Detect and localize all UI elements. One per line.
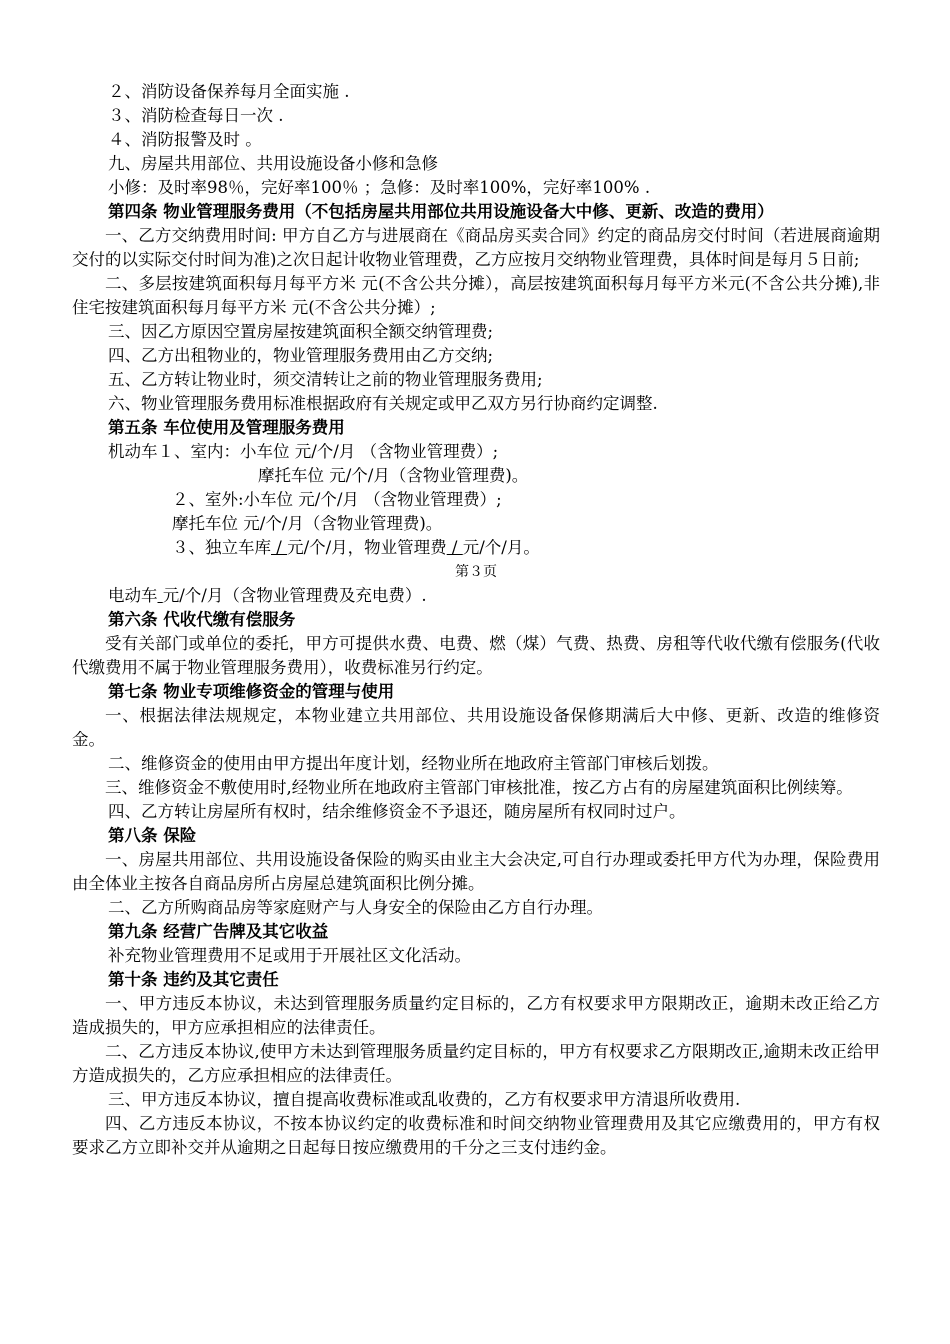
text-line: 六、物业管理服务费用标准根据政府有关规定或甲乙双方另行协商约定调整. bbox=[108, 394, 658, 413]
garage-line bbox=[72, 536, 880, 560]
garage-label: ３、独立车库 bbox=[172, 538, 271, 557]
section-heading: 第七条 物业专项维修资金的管理与使用 bbox=[108, 682, 395, 701]
section-heading: 第五条 车位使用及管理服务费用 bbox=[108, 418, 345, 437]
text-line: 二、乙方所购商品房等家庭财产与人身安全的保险由乙方自行办理。 bbox=[108, 898, 603, 917]
text-line: 三、因乙方原因空置房屋按建筑面积全额交纳管理费; bbox=[108, 322, 494, 341]
ebike-line bbox=[72, 584, 880, 608]
section-heading: 第十条 违约及其它责任 bbox=[108, 970, 279, 989]
text-line: ４、消防报警及时 。 bbox=[108, 130, 262, 149]
paragraph: 一、房屋共用部位、共用设施设备保险的购买由业主大会决定,可自行办理或委托甲方代为办理，保险费用由全体业主按各自商品房所占房屋总建筑面积比例分摊。 bbox=[72, 850, 880, 893]
text-line: 四、乙方出租物业的，物业管理服务费用由乙方交纳; bbox=[108, 346, 494, 365]
text-line: ２、室外:小车位 元/个/月 （含物业管理费）; bbox=[172, 490, 502, 509]
garage-price-blank: / bbox=[271, 538, 288, 557]
paragraph: 一、根据法律法规规定，本物业建立共用部位、共用设施设备保修期满后大中修、更新、改造的维修资金。 bbox=[72, 706, 880, 749]
document-page bbox=[72, 80, 880, 1160]
text-line: 补充物业管理费用不足或用于开展社区文化活动。 bbox=[108, 946, 471, 965]
paragraph: 受有关部门或单位的委托，甲方可提供水费、电费、燃（煤）气费、热费、房租等代收代缴有偿服务(代收代缴费用不属于物业管理服务费用），收费标准另行约定。 bbox=[72, 634, 880, 677]
text-line: 摩托车位 元/个/月（含物业管理费)。 bbox=[172, 514, 443, 533]
paragraph: 一、甲方违反本协议，未达到管理服务质量约定目标的，乙方有权要求甲方限期改正，逾期未改正给乙方造成损失的，甲方应承担相应的法律责任。 bbox=[72, 994, 880, 1037]
text-line: ２、消防设备保养每月全面实施 . bbox=[108, 82, 350, 101]
text-line: 四、乙方转让房屋所有权时，结余维修资金不予退还，随房屋所有权同时过户。 bbox=[108, 802, 686, 821]
paragraph: 二、乙方违反本协议,使甲方未达到管理服务质量约定目标的，甲方有权要求乙方限期改正,逾期未改正给甲方造成损失的，乙方应承担相应的法律责任。 bbox=[72, 1042, 880, 1085]
garage-fee-blank: / bbox=[446, 538, 463, 557]
ebike-rest: 元/个/月（含物业管理费及充电费）. bbox=[162, 586, 427, 605]
ebike-label: 电动车 bbox=[108, 586, 158, 605]
paragraph: 四、乙方违反本协议，不按本协议约定的收费标准和时间交纳物业管理费用及其它应缴费用的，甲方有权要求乙方立即补交并从逾期之日起每日按应缴费用的千分之三支付违约金。 bbox=[72, 1114, 880, 1157]
page-number: 第３页 bbox=[455, 564, 497, 580]
text-line: 机动车１、室内：小车位 元/个/月 （含物业管理费）; bbox=[108, 442, 499, 461]
text-line: 摩托车位 元/个/月（含物业管理费)。 bbox=[258, 466, 529, 485]
garage-mid: 元/个/月，物业管理费 bbox=[287, 538, 447, 557]
text-line: 九、房屋共用部位、共用设施设备小修和急修 bbox=[108, 154, 438, 173]
text-line: ３、消防检查每日一次 . bbox=[108, 106, 284, 125]
paragraph: 一、乙方交纳费用时间: 甲方自乙方与进展商在《商品房买卖合同》约定的商品房交付时间（若进展商逾期交付的以实际交付时间为准)之次日起计收物业管理费，乙方应按月交纳物业管理费，具体时间是每月５日前; bbox=[72, 226, 880, 269]
text-line: 五、乙方转让物业时，须交清转让之前的物业管理服务费用; bbox=[108, 370, 543, 389]
section-heading: 第九条 经营广告牌及其它收益 bbox=[108, 922, 329, 941]
text-line: 二、维修资金的使用由甲方提出年度计划，经物业所在地政府主管部门审核后划拨。 bbox=[108, 754, 719, 773]
paragraph: 二、多层按建筑面积每月每平方米 元(不含公共分摊），高层按建筑面积每月每平方米元(不含公共分摊),非住宅按建筑面积每月每平方米 元(不含公共分摊）; bbox=[72, 274, 880, 317]
section-heading: 第四条 物业管理服务费用（不包括房屋共用部位共用设施设备大中修、更新、改造的费用） bbox=[108, 202, 774, 221]
text-line: 小修：及时率98％，完好率100％ ；急修：及时率100%，完好率100% . bbox=[108, 178, 651, 197]
section-heading: 第八条 保险 bbox=[108, 826, 197, 845]
text-line: 三、甲方违反本协议，擅自提高收费标准或乱收费的，乙方有权要求甲方清退所收费用. bbox=[108, 1090, 741, 1109]
section-heading: 第六条 代收代缴有偿服务 bbox=[108, 610, 296, 629]
paragraph: 三、维修资金不敷使用时,经物业所在地政府主管部门审核批准，按乙方占有的房屋建筑面积比例续筹。 bbox=[105, 778, 853, 797]
garage-end: 元/个/月。 bbox=[462, 538, 540, 557]
